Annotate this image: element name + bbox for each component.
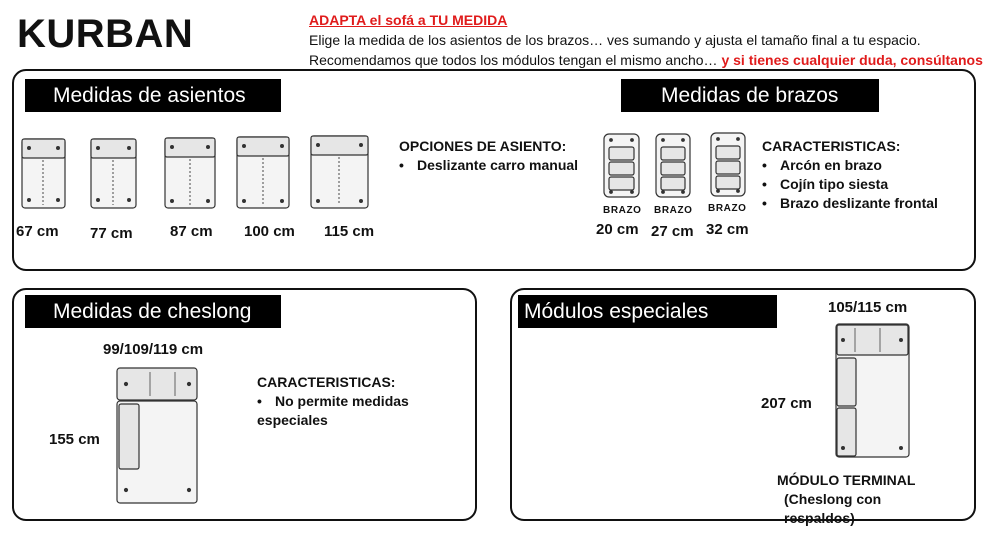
- intro-line-1: Elige la medida de los asientos de los brazos… ves sumando y ajusta el tamaño final a tu espacio.: [309, 32, 921, 48]
- intro-heading: ADAPTA el sofá a TU MEDIDA: [309, 12, 508, 28]
- arm-size-32: 32 cm: [706, 221, 749, 238]
- bullet: •: [762, 176, 767, 192]
- cheslong-width: 99/109/119 cm: [103, 341, 204, 358]
- arm-features-title: CARACTERISTICAS:: [762, 138, 901, 154]
- bullet: •: [762, 195, 767, 211]
- seats-title: Medidas de asientos: [25, 79, 281, 112]
- cheslong-features-title: CARACTERISTICAS:: [257, 374, 396, 390]
- arms-title: Medidas de brazos: [621, 79, 879, 112]
- cheslong-length: 155 cm: [49, 431, 100, 448]
- arm-feature-label: Cojín tipo siesta: [780, 176, 889, 192]
- arm-20-label: BRAZO: [603, 205, 642, 216]
- arm-size-20: 20 cm: [596, 221, 639, 238]
- cheslong-feature-continuation: especiales: [257, 412, 328, 428]
- seat-size-87: 87 cm: [170, 223, 213, 240]
- seat-options-title: OPCIONES DE ASIENTO:: [399, 138, 567, 154]
- bullet: •: [399, 157, 404, 173]
- arm-27-label: BRAZO: [654, 205, 693, 216]
- seat-option-label: Deslizante carro manual: [417, 157, 579, 173]
- bullet: •: [762, 157, 767, 173]
- seat-size-67: 67 cm: [16, 223, 59, 240]
- intro-line-2-text: Recomendamos que todos los módulos tengan el mismo ancho…: [309, 52, 718, 68]
- terminal-module-title: MÓDULO TERMINAL: [777, 472, 916, 488]
- terminal-module-subtitle: (Cheslong con respaldos): [784, 491, 882, 526]
- seat-size-115: 115 cm: [324, 223, 375, 240]
- seat-size-100: 100 cm: [244, 223, 295, 240]
- cheslong-feature-label: No permite medidas: [275, 393, 409, 409]
- arm-feature-label: Arcón en brazo: [780, 157, 882, 173]
- intro-contact-text: y si tienes cualquier duda, consúltanos: [717, 52, 983, 68]
- special-modules-title: Módulos especiales: [518, 295, 777, 328]
- terminal-module-caption: [770, 471, 950, 528]
- arm-32-label: BRAZO: [708, 203, 747, 214]
- arm-feature-label: Brazo deslizante frontal: [780, 195, 938, 211]
- arm-size-27: 27 cm: [651, 223, 694, 240]
- seat-size-77: 77 cm: [90, 225, 133, 242]
- cheslong-title: Medidas de cheslong: [25, 295, 281, 328]
- brand-title: KURBAN: [17, 12, 194, 56]
- special-length: 207 cm: [761, 395, 812, 412]
- bullet: •: [257, 393, 262, 409]
- special-width: 105/115 cm: [828, 299, 908, 316]
